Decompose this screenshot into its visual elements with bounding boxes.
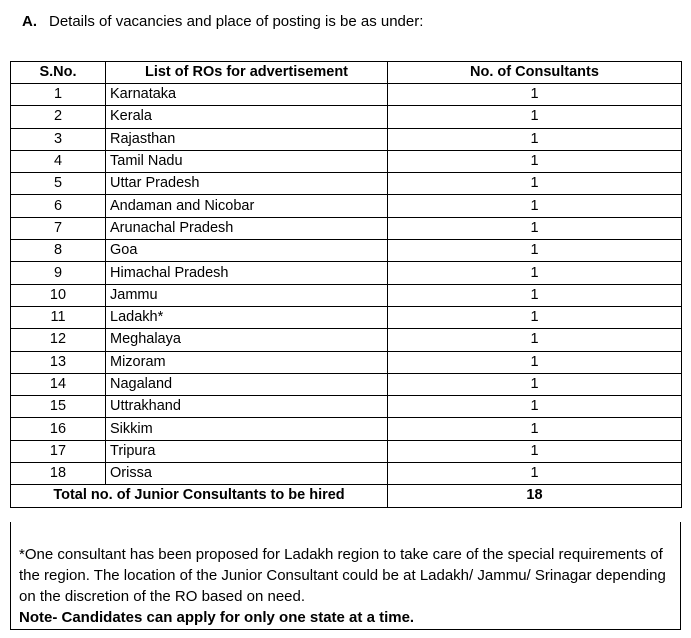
table-row (11, 329, 682, 351)
table-row (11, 106, 682, 128)
row-sno: 6 (11, 195, 106, 217)
note-text: Note- Candidates can apply for only one state at a time. (19, 609, 415, 626)
row-state: Goa (106, 240, 388, 262)
row-sno: 7 (11, 217, 106, 239)
row-sno: 3 (11, 128, 106, 150)
table-row (11, 262, 682, 284)
row-count: 1 (388, 329, 682, 351)
row-state: Karnataka (106, 84, 388, 106)
row-sno: 14 (11, 373, 106, 395)
total-value: 18 (388, 485, 682, 507)
row-count: 1 (388, 84, 682, 106)
table-header-row (11, 62, 682, 84)
table-row (11, 284, 682, 306)
row-state: Andaman and Nicobar (106, 195, 388, 217)
total-label: Total no. of Junior Consultants to be hired (11, 485, 388, 507)
table-body (11, 84, 682, 485)
row-sno: 11 (11, 306, 106, 328)
footnote-text: *One consultant has been proposed for Ladakh region to take care of the special requirements of the region. The location of the Junior Consultant could be at Ladakh/ Jammu/ Srinagar depending on the discretion of the RO based on need. (19, 546, 666, 605)
table-row (11, 306, 682, 328)
row-count: 1 (388, 128, 682, 150)
table-row (11, 440, 682, 462)
row-sno: 1 (11, 84, 106, 106)
row-count: 1 (388, 262, 682, 284)
row-sno: 8 (11, 240, 106, 262)
row-count: 1 (388, 150, 682, 172)
table-row (11, 173, 682, 195)
row-state: Nagaland (106, 373, 388, 395)
table-row (11, 463, 682, 485)
table-row (11, 150, 682, 172)
row-count: 1 (388, 106, 682, 128)
row-sno: 17 (11, 440, 106, 462)
row-sno: 15 (11, 396, 106, 418)
row-sno: 18 (11, 463, 106, 485)
table-row (11, 351, 682, 373)
row-count: 1 (388, 396, 682, 418)
row-state: Meghalaya (106, 329, 388, 351)
section-letter: A. (22, 13, 37, 30)
row-state: Ladakh* (106, 306, 388, 328)
row-sno: 5 (11, 173, 106, 195)
notes-box (10, 522, 681, 630)
row-state: Orissa (106, 463, 388, 485)
row-sno: 16 (11, 418, 106, 440)
table-row (11, 217, 682, 239)
table-row (11, 373, 682, 395)
row-state: Rajasthan (106, 128, 388, 150)
header-sno: S.No. (11, 62, 106, 84)
row-state: Uttrakhand (106, 396, 388, 418)
row-state: Sikkim (106, 418, 388, 440)
row-state: Tamil Nadu (106, 150, 388, 172)
row-sno: 10 (11, 284, 106, 306)
table-row (11, 84, 682, 106)
row-state: Arunachal Pradesh (106, 217, 388, 239)
row-count: 1 (388, 173, 682, 195)
row-state: Uttar Pradesh (106, 173, 388, 195)
table-row (11, 240, 682, 262)
row-state: Himachal Pradesh (106, 262, 388, 284)
row-count: 1 (388, 373, 682, 395)
row-sno: 13 (11, 351, 106, 373)
row-state: Jammu (106, 284, 388, 306)
table-row (11, 128, 682, 150)
row-count: 1 (388, 418, 682, 440)
section-heading-text: Details of vacancies and place of posting is be as under: (49, 13, 424, 30)
row-count: 1 (388, 351, 682, 373)
header-ro-list: List of ROs for advertisement (106, 62, 388, 84)
row-count: 1 (388, 240, 682, 262)
row-state: Tripura (106, 440, 388, 462)
header-consultants: No. of Consultants (388, 62, 682, 84)
row-sno: 4 (11, 150, 106, 172)
table-row (11, 396, 682, 418)
row-sno: 9 (11, 262, 106, 284)
table-row (11, 418, 682, 440)
row-state: Mizoram (106, 351, 388, 373)
row-count: 1 (388, 284, 682, 306)
table-row (11, 195, 682, 217)
row-state: Kerala (106, 106, 388, 128)
row-count: 1 (388, 195, 682, 217)
row-count: 1 (388, 306, 682, 328)
section-heading (22, 13, 423, 30)
row-sno: 2 (11, 106, 106, 128)
total-row (11, 485, 682, 507)
row-count: 1 (388, 463, 682, 485)
row-sno: 12 (11, 329, 106, 351)
row-count: 1 (388, 440, 682, 462)
row-count: 1 (388, 217, 682, 239)
vacancies-table (10, 61, 682, 508)
